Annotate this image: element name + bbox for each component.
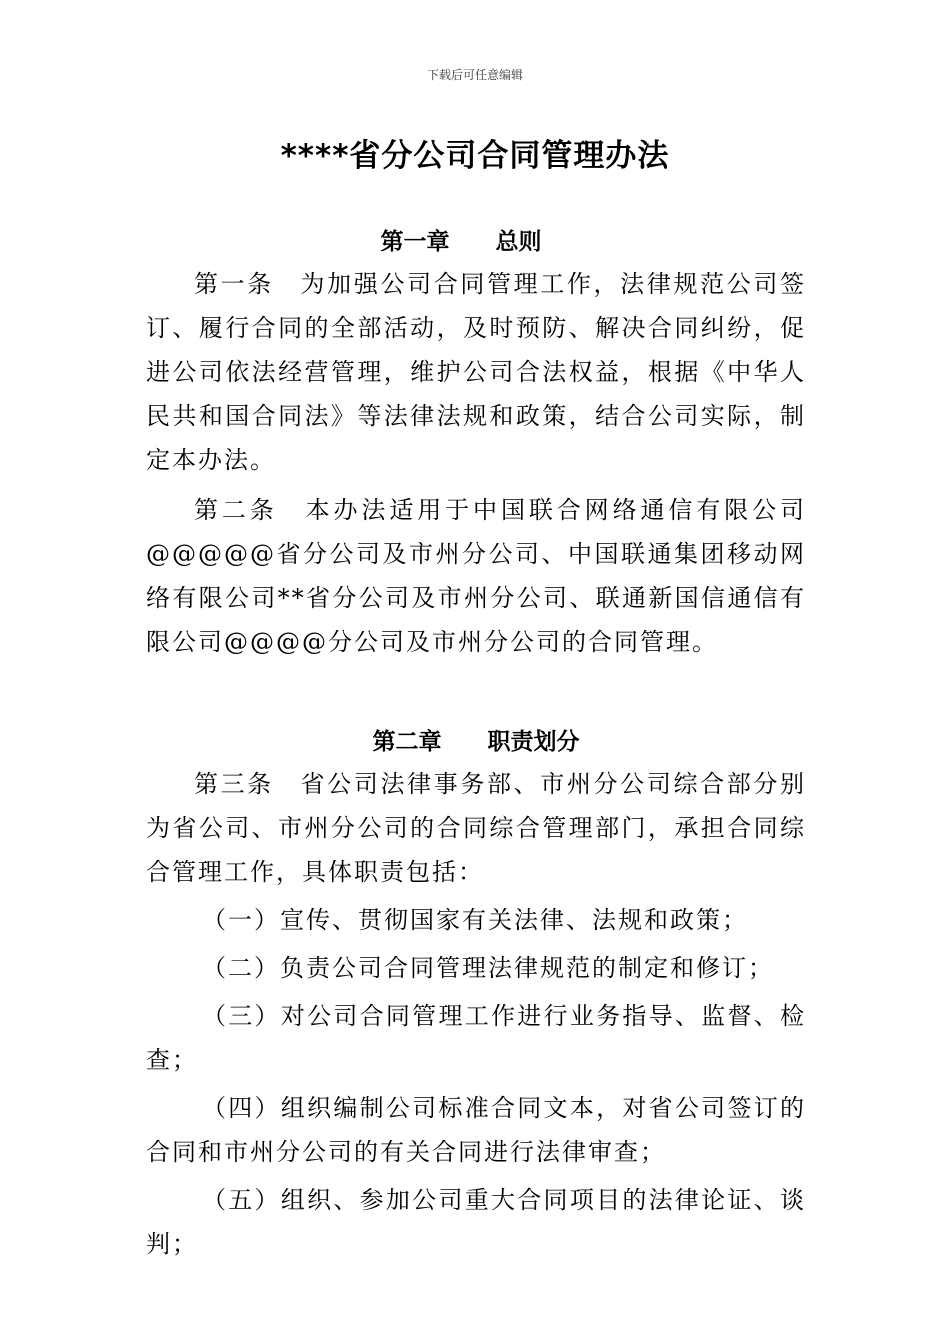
header-note: 下载后可任意编辑 (426, 68, 523, 82)
chapter-heading: 第二章 职责划分 (372, 729, 580, 755)
article-paragraph: 第三条 省公司法律事务部、市州分公司综合部分别为省公司、市州分公司的合同综合管理部门，承担合同综合管理工作，具体职责包括： (146, 770, 806, 886)
article-paragraph: 第一条 为加强公司合同管理工作，法律规范公司签订、履行合同的全部活动，及时预防、解决合同纠纷，促进公司依法经营管理，维护公司合法权益，根据《中华人民共和国合同法》等法律法规和政策，结合公司实际，制定本办法。 (146, 270, 806, 474)
list-item: （五）组织、参加公司重大合同项目的法律论证、谈判； (146, 1186, 806, 1258)
list-item: （一）宣传、贯彻国家有关法律、法规和政策； (202, 906, 748, 934)
list-item: （四）组织编制公司标准合同文本，对省公司签订的合同和市州分公司的有关合同进行法律审查； (146, 1094, 806, 1166)
chapter-heading: 第一章 总则 (380, 229, 542, 255)
article-paragraph: 第二条 本办法适用于中国联合网络通信有限公司@@@@@省分公司及市州分公司、中国联通集团移动网络有限公司**省分公司及市州分公司、联通新国信通信有限公司@@@@分公司及市州分公司的合同管理。 (146, 496, 806, 656)
document-title: ****省分公司合同管理办法 (280, 138, 670, 174)
document-body (146, 222, 806, 1266)
list-item: （三）对公司合同管理工作进行业务指导、监督、检查； (146, 1002, 806, 1074)
list-item: （二）负责公司合同管理法律规范的制定和修订； (202, 954, 774, 982)
